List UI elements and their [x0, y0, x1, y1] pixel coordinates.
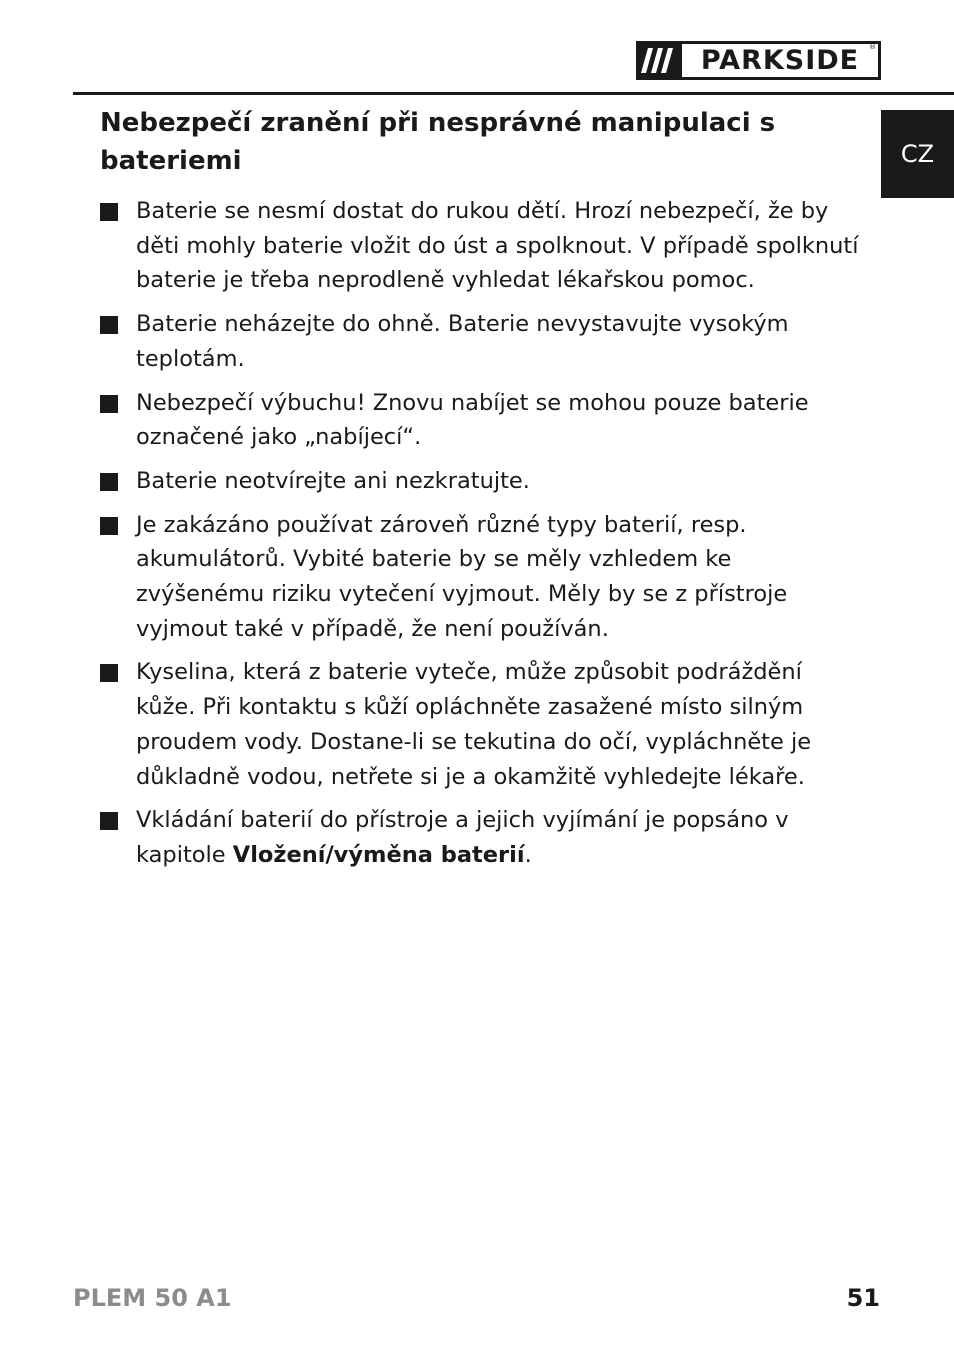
list-item-text: Baterie neházejte do ohně. Baterie nevystavujte vysokým teplotám.	[136, 311, 789, 372]
list-item-text: Baterie se nesmí dostat do rukou dětí. Hrozí nebezpečí, že by děti mohly baterie vložit do úst a spolknout. V případě spolknutí baterie je třeba neprodleně vyhledat lékařskou pomoc.	[136, 198, 859, 294]
square-bullet-icon	[100, 395, 118, 413]
square-bullet-icon	[100, 812, 118, 830]
language-tab: CZ	[881, 110, 954, 198]
list-item-text: Vkládání baterií do přístroje a jejich vyjímání je popsáno v kapitole	[136, 807, 789, 868]
list-item	[100, 508, 860, 647]
square-bullet-icon	[100, 517, 118, 535]
list-item	[100, 194, 860, 298]
list-item	[100, 464, 860, 499]
brand-name: PARKSIDE	[682, 44, 878, 77]
list-item-text-end: .	[524, 841, 532, 868]
chapter-reference: Vložení/výměna baterií	[232, 841, 525, 868]
list-item	[100, 386, 860, 455]
square-bullet-icon	[100, 473, 118, 491]
list-item	[100, 655, 860, 794]
header-rule	[73, 92, 954, 95]
registered-mark: ®	[869, 43, 876, 51]
list-item-text: Nebezpečí výbuchu! Znovu nabíjet se mohou pouze baterie označené jako „nabíjecí“.	[136, 389, 809, 451]
logo-slashes-icon	[640, 44, 680, 77]
list-item-text: Je zakázáno používat zároveň různé typy baterií, resp. akumulátorů. Vybité baterie by se měly vzhledem ke zvýšenému riziku vytečení vyjmout. Měly by se z přístroje vyjmout také v případě, že není používán.	[136, 511, 788, 642]
page-number: 51	[846, 1284, 880, 1312]
square-bullet-icon	[100, 203, 118, 221]
section-heading: Nebezpečí zranění při nesprávné manipulaci s bateriemi	[100, 108, 776, 176]
safety-list	[100, 194, 860, 882]
list-item	[100, 307, 860, 376]
list-item	[100, 803, 860, 872]
square-bullet-icon	[100, 664, 118, 682]
list-item-text: Kyselina, která z baterie vyteče, může způsobit podráždění kůže. Při kontaktu s kůží opláchněte zasažené místo silným proudem vody. Dostane-li se tekutina do očí, vypláchněte je důkladně vodou, netřete si je a okamžitě vyhledejte lékaře.	[136, 659, 812, 790]
square-bullet-icon	[100, 316, 118, 334]
parkside-logo	[636, 41, 881, 80]
list-item-text: Baterie neotvírejte ani nezkratujte.	[136, 467, 530, 494]
model-number: PLEM 50 A1	[73, 1284, 232, 1312]
